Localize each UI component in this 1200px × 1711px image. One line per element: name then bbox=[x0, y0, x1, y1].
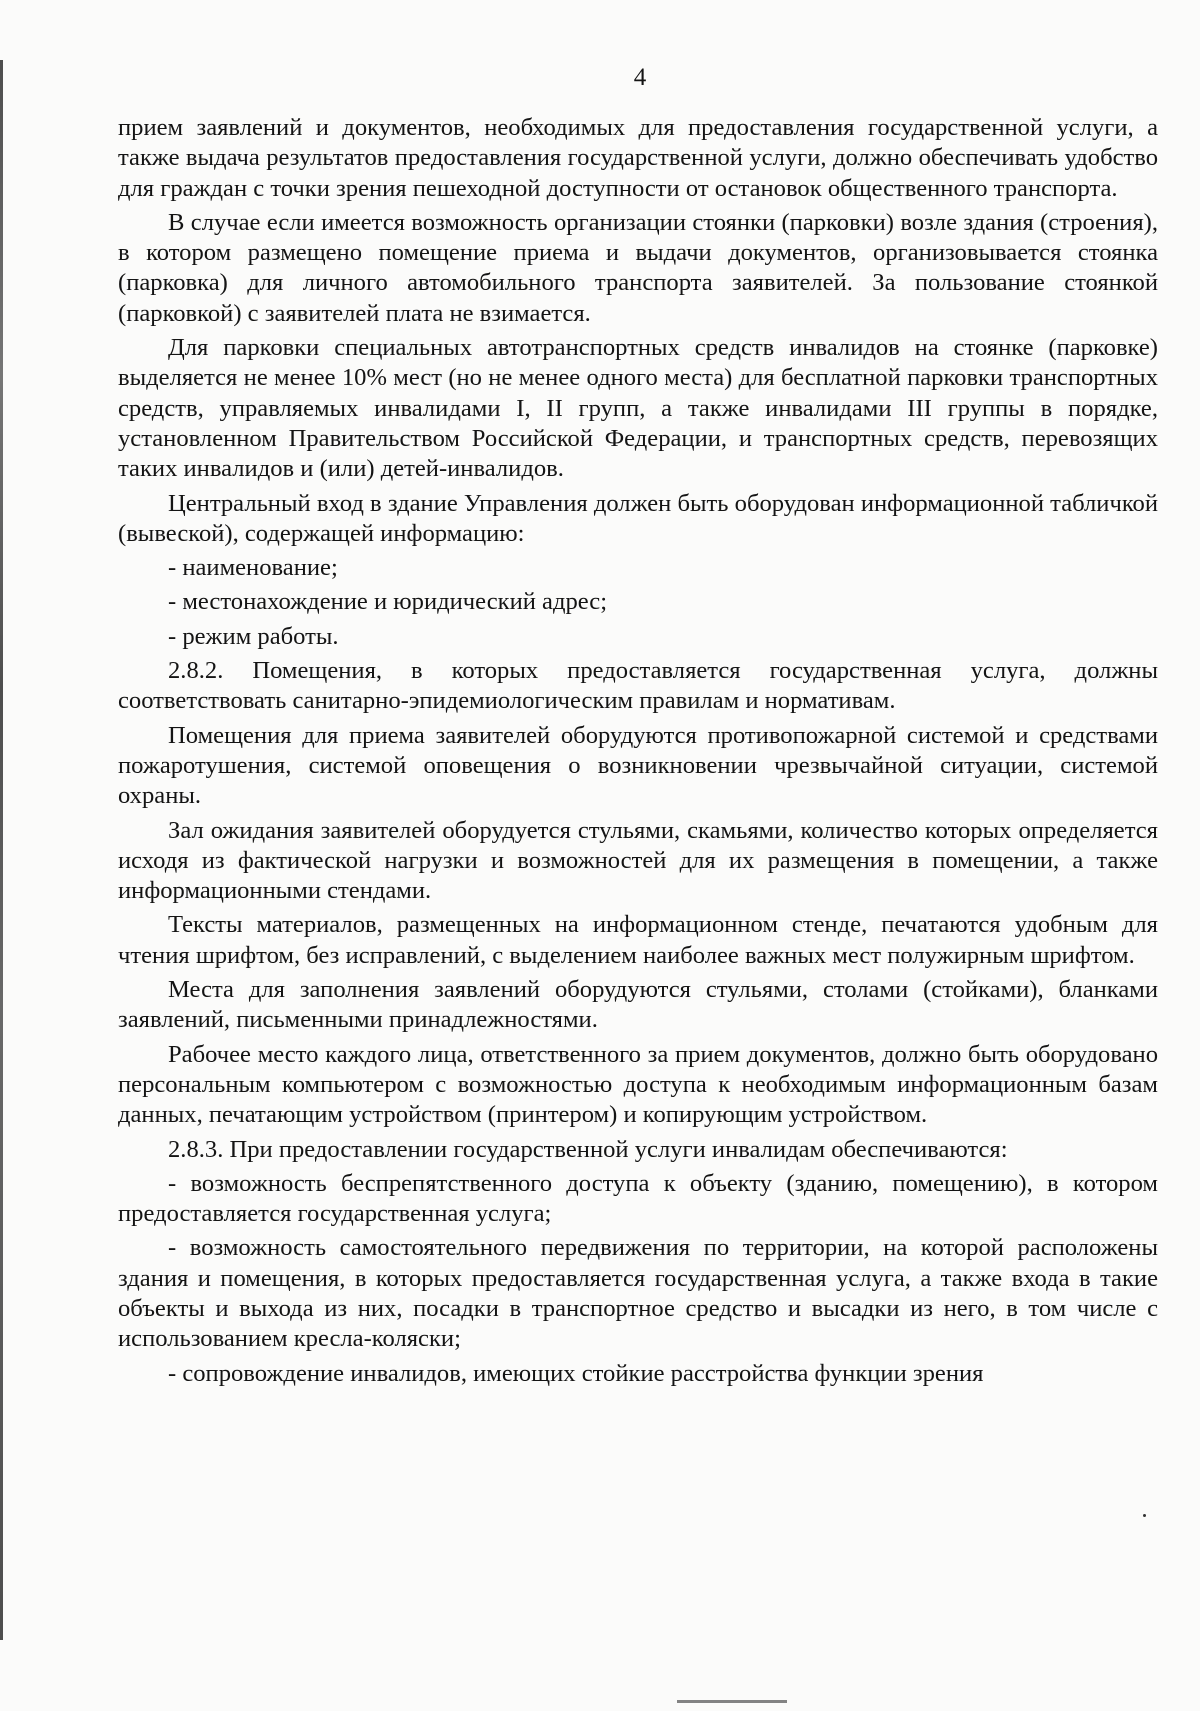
list-item: - режим работы. bbox=[168, 622, 339, 650]
paragraph: Места для заполнения заявлений оборудуются стульями, столами (стойками), бланками заявлений, письменными принадлежностями. bbox=[118, 976, 1158, 1034]
list-item: - сопровождение инвалидов, имеющих стойкие расстройства функции зрения bbox=[168, 1359, 984, 1387]
scan-edge-shadow bbox=[0, 60, 3, 1640]
list-item: - возможность беспрепятственного доступа к объекту (зданию, помещению), в котором предоставляется государственная услуга; bbox=[118, 1169, 1158, 1228]
paragraph: 2.8.2. Помещения, в которых предоставляется государственная услуга, должны соответствовать санитарно-эпидемиологическим правилам и нормативам. bbox=[118, 657, 1158, 715]
paragraph: Зал ожидания заявителей оборудуется стульями, скамьями, количество которых определяется исходя из фактической нагрузки и возможностей для их размещения в помещении, а также информационными стендами. bbox=[118, 816, 1158, 905]
paragraph: Для парковки специальных автотранспортных средств инвалидов на стоянке (парковке) выделяется не менее 10% мест (но не менее одного места) для бесплатной парковки транспортных средств, управляемых инвалидами I, II групп, а также инвалидами III группы в порядке, установленном Правительством Российской Федерации, и транспортных средств, перевозящих таких инвалидов и (или) детей-инвалидов. bbox=[118, 334, 1158, 483]
scan-speck bbox=[1143, 1514, 1146, 1517]
paragraph: Тексты материалов, размещенных на информационном стенде, печатаются удобным для чтения шрифтом, без исправлений, с выделением наиболее важных мест полужирным шрифтом. bbox=[118, 911, 1158, 969]
page-number: 4 bbox=[633, 64, 647, 91]
paragraph: прием заявлений и документов, необходимых для предоставления государственной услуги, а также выдача результатов предоставления государственной услуги, должно обеспечивать удобство для граждан с точки зрения пешеходной доступности от остановок общественного транспорта. bbox=[118, 114, 1158, 202]
paragraph: 2.8.3. При предоставлении государственной услуги инвалидам обеспечиваются: bbox=[168, 1135, 1008, 1163]
paragraph: Рабочее место каждого лица, ответственного за прием документов, должно быть оборудовано персональным компьютером с возможностью доступа к необходимым информационным базам данных, печатающим устройством (принтером) и копирующим устройством. bbox=[118, 1040, 1158, 1129]
paragraph: В случае если имеется возможность организации стоянки (парковки) возле здания (строения), в котором размещено помещение приема и выдачи документов, организовывается стоянка (парковка) для личного автомобильного транспорта заявителей. За пользование стоянкой (парковкой) с заявителей плата не взимается. bbox=[118, 208, 1158, 327]
paragraph: Помещения для приема заявителей оборудуются противопожарной системой и средствами пожаротушения, системой оповещения о возникновении чрезвычайной ситуации, системой охраны. bbox=[118, 721, 1158, 810]
list-item: - возможность самостоятельного передвижения по территории, на которой расположены здания и помещения, в которых предоставляется государственная услуга, а также входа в такие объекты и выхода из них, посадки в транспортное средство и высадки из него, в том числе с использованием кресла-коляски; bbox=[118, 1234, 1158, 1353]
scan-footer-mark bbox=[677, 1700, 787, 1703]
list-item: - местонахождение и юридический адрес; bbox=[168, 588, 608, 616]
list-item: - наименование; bbox=[168, 554, 338, 582]
document-body bbox=[118, 113, 1158, 1389]
paragraph: Центральный вход в здание Управления должен быть оборудован информационной табличкой (вывеской), содержащей информацию: bbox=[118, 489, 1158, 547]
